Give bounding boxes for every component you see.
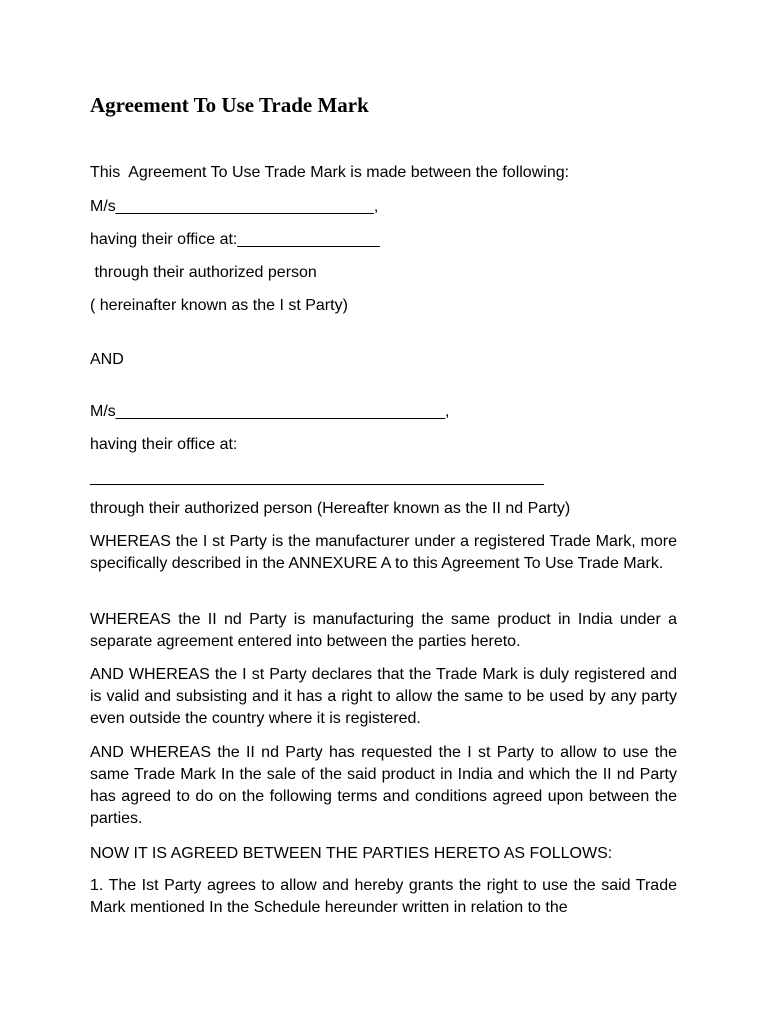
- now-agreed-heading: NOW IT IS AGREED BETWEEN THE PARTIES HERETO AS FOLLOWS:: [90, 845, 613, 862]
- party2-authorized-line: through their authorized person (Hereafter known as the II nd Party): [90, 500, 571, 517]
- document-title: Agreement To Use Trade Mark: [90, 93, 369, 117]
- party1-office-line: having their office at:________________: [90, 231, 380, 248]
- clause-1-paragraph: 1. The Ist Party agrees to allow and hereby grants the right to use the said Trade Mark mentioned In the Schedule hereunder written in relation to the: [90, 877, 677, 916]
- party2-blank-line: ___________________________________________________: [90, 469, 544, 486]
- intro-line: This Agreement To Use Trade Mark is made between the following:: [90, 164, 570, 181]
- recital-paragraph: WHEREAS the I st Party is the manufacturer under a registered Trade Mark, more specifically described in the ANNEXURE A to this Agreement To Use Trade Mark.: [90, 533, 677, 572]
- party1-authorized-line: through their authorized person: [90, 264, 317, 281]
- party2-ms-line: M/s_____________________________________,: [90, 403, 450, 420]
- party2-office-label: having their office at:: [90, 436, 238, 453]
- party1-known-as-line: ( hereinafter known as the I st Party): [90, 297, 348, 314]
- party1-ms-line: M/s_____________________________,: [90, 198, 379, 215]
- and-separator: AND: [90, 351, 124, 368]
- recital-paragraph: AND WHEREAS the I st Party declares that the Trade Mark is duly registered and is valid and subsisting and it has a right to allow the same to be used by any party even outside the country where it is registered.: [90, 666, 677, 727]
- recital-paragraph: WHEREAS the II nd Party is manufacturing the same product in India under a separate agreement entered into between the parties hereto.: [90, 611, 677, 650]
- recital-paragraph: AND WHEREAS the II nd Party has requested the I st Party to allow to use the same Trade Mark In the sale of the said product in India and which the II nd Party has agreed to do on the following terms and conditions agreed upon between the parties.: [90, 744, 677, 827]
